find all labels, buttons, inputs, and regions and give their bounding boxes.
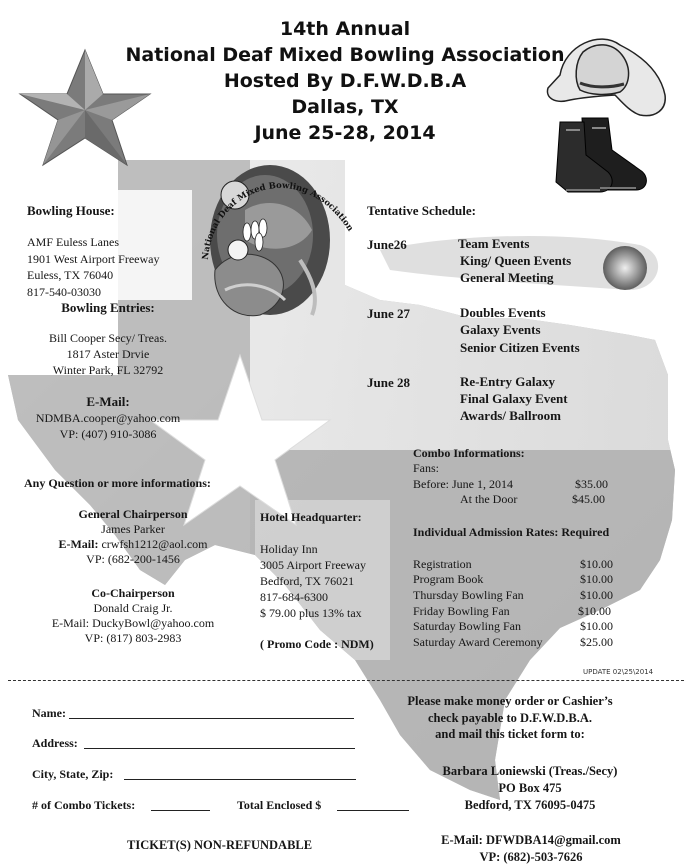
entries-email[interactable]: NDMBA.cooper@yahoo.com — [35, 411, 181, 425]
schedule-event: General Meeting — [460, 270, 554, 285]
entries-city: Winter Park, FL 32792 — [52, 363, 164, 377]
schedule-event: Re-Entry Galaxy — [460, 374, 555, 389]
admission-label: Thursday Bowling Fan — [413, 588, 524, 602]
admission-heading: Individual Admission Rates: Required — [413, 525, 610, 539]
form-city-label: City, State, Zip: — [32, 767, 114, 781]
hotel-heading: Hotel Headquarter: — [260, 510, 362, 524]
combo-before-label: Before: June 1, 2014 — [413, 477, 513, 491]
payment-vp: VP: (682)-503-7626 — [479, 850, 583, 864]
combo-door-label: At the Door — [460, 492, 518, 506]
schedule-heading: Tentative Schedule: — [367, 203, 476, 218]
title-line-1: 14th Annual — [279, 18, 411, 40]
schedule-date-3: June 28 — [367, 375, 410, 390]
co-chair-vp: VP: (817) 803-2983 — [84, 631, 182, 645]
questions-heading: Any Question or more informations: — [24, 476, 211, 490]
admission-price: $25.00 — [580, 635, 613, 649]
hotel-promo: ( Promo Code : NDM) — [260, 637, 374, 651]
co-chair-title: Co-Chairperson — [91, 586, 175, 600]
schedule-event: Galaxy Events — [460, 322, 541, 337]
bowling-house-street: 1901 West Airport Freeway — [27, 251, 160, 266]
hotel-phone: 817-684-6300 — [260, 590, 328, 604]
schedule-date-1: June26 — [367, 237, 407, 252]
hotel-rate: $ 79.00 plus 13% tax — [260, 606, 362, 620]
payment-box: PO Box 475 — [498, 781, 562, 795]
payment-instructions — [400, 693, 620, 743]
entries-email-heading: E-Mail: — [86, 394, 130, 409]
bowling-house-heading: Bowling House: — [27, 203, 115, 218]
hotel-name: Holiday Inn — [260, 542, 318, 556]
entries-vp: VP: (407) 910-3086 — [59, 427, 157, 441]
schedule-event: Senior Citizen Events — [460, 340, 580, 355]
schedule-event: Awards/ Ballroom — [460, 408, 561, 423]
combo-door-price: $45.00 — [572, 492, 605, 506]
general-chair-email-label: E-Mail: — [58, 537, 99, 551]
form-address-label: Address: — [32, 736, 78, 750]
admission-price: $10.00 — [580, 572, 613, 586]
bowling-house-name: AMF Euless Lanes — [27, 235, 119, 249]
co-chair-name: Donald Craig Jr. — [93, 601, 173, 615]
title-line-5: June 25-28, 2014 — [254, 122, 436, 144]
schedule-event: Final Galaxy Event — [460, 391, 568, 406]
payment-address — [420, 763, 640, 814]
general-chair-vp: VP: (682-200-1456 — [86, 552, 180, 566]
schedule-event: Doubles Events — [460, 305, 546, 320]
hotel-street: 3005 Airport Freeway — [260, 558, 366, 572]
admission-label: Saturday Award Ceremony — [413, 635, 543, 649]
payment-line-2: check payable to D.F.W.D.B.A. — [427, 710, 593, 725]
payment-contact — [421, 832, 641, 866]
co-chair-email[interactable]: E-Mail: DuckyBowl@yahoo.com — [51, 616, 215, 630]
bowling-house-phone: 817-540-03030 — [27, 284, 101, 299]
title-line-2: National Deaf Mixed Bowling Association — [125, 44, 565, 66]
payment-name: Barbara Loniewski (Treas./Secy) — [442, 764, 618, 778]
admission-label: Friday Bowling Fan — [413, 604, 510, 618]
schedule-event: Team Events — [458, 236, 530, 251]
payment-line-3: and mail this ticket form to: — [435, 727, 585, 741]
entries-name: Bill Cooper Secy/ Treas. — [48, 331, 167, 345]
hotel-city: Bedford, TX 76021 — [260, 574, 355, 588]
co-chair-block — [30, 586, 236, 646]
bowling-house-city: Euless, TX 76040 — [27, 268, 114, 282]
admission-label: Saturday Bowling Fan — [413, 619, 521, 633]
entries-heading: Bowling Entries: — [61, 300, 155, 315]
admission-price: $10.00 — [578, 604, 611, 618]
admission-label: Registration — [413, 557, 472, 571]
payment-line-1: Please make money order or Cashier’s — [407, 694, 613, 708]
title-line-3: Hosted By D.F.W.D.B.A — [223, 70, 467, 92]
payment-city: Bedford, TX 76095-0475 — [464, 798, 596, 812]
form-tickets-label: # of Combo Tickets: — [32, 798, 136, 812]
admission-price: $10.00 — [580, 619, 613, 633]
admission-label: Program Book — [413, 572, 484, 586]
cut-line — [8, 680, 684, 681]
combo-heading: Combo Informations: — [413, 446, 525, 460]
combo-before-price: $35.00 — [575, 477, 608, 491]
schedule-event: King/ Queen Events — [460, 253, 572, 268]
schedule-date-2: June 27 — [367, 306, 410, 321]
payment-email[interactable]: E-Mail: DFWDBA14@gmail.com — [441, 833, 621, 847]
form-name-field[interactable] — [69, 718, 354, 719]
form-city-field[interactable] — [124, 779, 356, 780]
entries-block — [8, 300, 208, 442]
admission-price: $10.00 — [580, 557, 613, 571]
hotel-block — [260, 541, 366, 621]
bowling-ball-icon — [603, 246, 647, 290]
non-refundable-note: TICKET(S) NON-REFUNDABLE — [127, 838, 313, 852]
combo-fans-label: Fans: — [413, 461, 440, 475]
entries-street: 1817 Aster Drvie — [66, 347, 150, 361]
general-chair-title: General Chairperson — [78, 507, 188, 521]
form-address-field[interactable] — [84, 748, 355, 749]
general-chair-block — [30, 507, 236, 567]
form-total-label: Total Enclosed $ — [237, 798, 322, 812]
update-note: UPDATE 02\25\2014 — [583, 668, 654, 676]
bowling-house-block — [27, 234, 159, 300]
title-line-4: Dallas, TX — [291, 96, 399, 118]
logo-arc-text — [190, 160, 360, 290]
form-total-field[interactable] — [337, 810, 409, 811]
general-chair-email[interactable]: crwfsh1212@aol.com — [98, 537, 208, 551]
svg-text:National Deaf Mixed Bowling As: National Deaf Mixed Bowling Association — [200, 180, 356, 261]
general-chair-name: James Parker — [101, 522, 165, 536]
admission-price: $10.00 — [580, 588, 613, 602]
form-name-label: Name: — [32, 706, 66, 720]
form-tickets-field[interactable] — [151, 810, 210, 811]
